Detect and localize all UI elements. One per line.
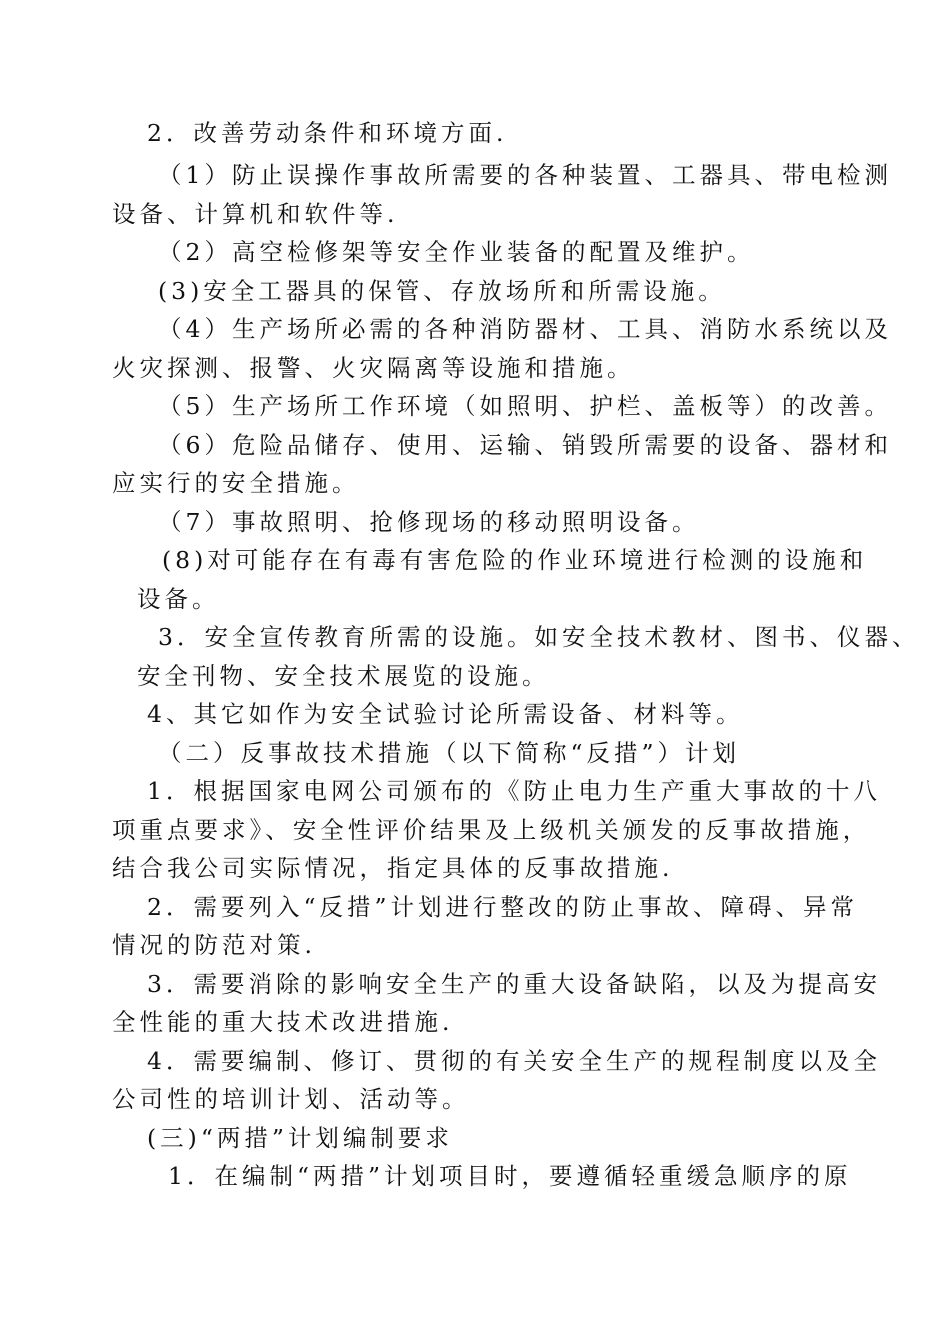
text-line: 3．安全宣传教育所需的设施。如安全技术教材、图书、仪器、: [158, 623, 920, 651]
text-line: 结合我公司实际情况，指定具体的反事故措施.: [112, 854, 674, 882]
text-line: 全性能的重大技术改进措施.: [112, 1008, 454, 1036]
text-line: (三)“两措”计划编制要求: [147, 1124, 453, 1152]
text-line: (3)安全工器具的保管、存放场所和所需设施。: [158, 277, 726, 305]
text-line: （2）高空检修架等安全作业装备的配置及维护。: [158, 238, 755, 266]
text-line: 2．改善劳动条件和环境方面.: [147, 119, 508, 147]
text-line: （6）危险品储存、使用、运输、销毁所需要的设备、器材和: [158, 431, 892, 459]
text-line: 应实行的安全措施。: [112, 469, 360, 497]
text-line: 1．根据国家电网公司颁布的《防止电力生产重大事故的十八: [147, 777, 881, 805]
text-line: 3．需要消除的影响安全生产的重大设备缺陷，以及为提高安: [147, 970, 881, 998]
text-line: 火灾探测、报警、火灾隔离等设施和措施。: [112, 354, 635, 382]
text-line: (8)对可能存在有毒有害危险的作业环境进行检测的设施和: [162, 546, 868, 574]
text-line: （二）反事故技术措施（以下简称“反措”）计划: [158, 739, 741, 767]
text-line: 项重点要求》、安全性评价结果及上级机关颁发的反事故措施，: [112, 816, 871, 844]
text-line: （1）防止误操作事故所需要的各种装置、工器具、带电检测: [158, 161, 892, 189]
text-line: 4．需要编制、修订、贯彻的有关安全生产的规程制度以及全: [147, 1047, 881, 1075]
text-line: 1．在编制“两措”计划项目时，要遵循轻重缓急顺序的原: [168, 1162, 852, 1190]
text-line: 公司性的培训计划、活动等。: [112, 1085, 470, 1113]
text-line: 安全刊物、安全技术展览的设施。: [137, 662, 550, 690]
text-line: 2．需要列入“反措”计划进行整改的防止事故、障碍、异常: [147, 893, 858, 921]
text-line: （7）事故照明、抢修现场的移动照明设备。: [158, 508, 700, 536]
text-line: （4）生产场所必需的各种消防器材、工具、消防水系统以及: [158, 315, 892, 343]
text-line: 4、其它如作为安全试验讨论所需设备、材料等。: [147, 700, 744, 728]
text-line: 情况的防范对策.: [112, 931, 316, 959]
text-line: 设备。: [137, 585, 220, 613]
text-line: 设备、计算机和软件等.: [112, 200, 399, 228]
text-line: （5）生产场所工作环境（如照明、护栏、盖板等）的改善。: [158, 392, 892, 420]
